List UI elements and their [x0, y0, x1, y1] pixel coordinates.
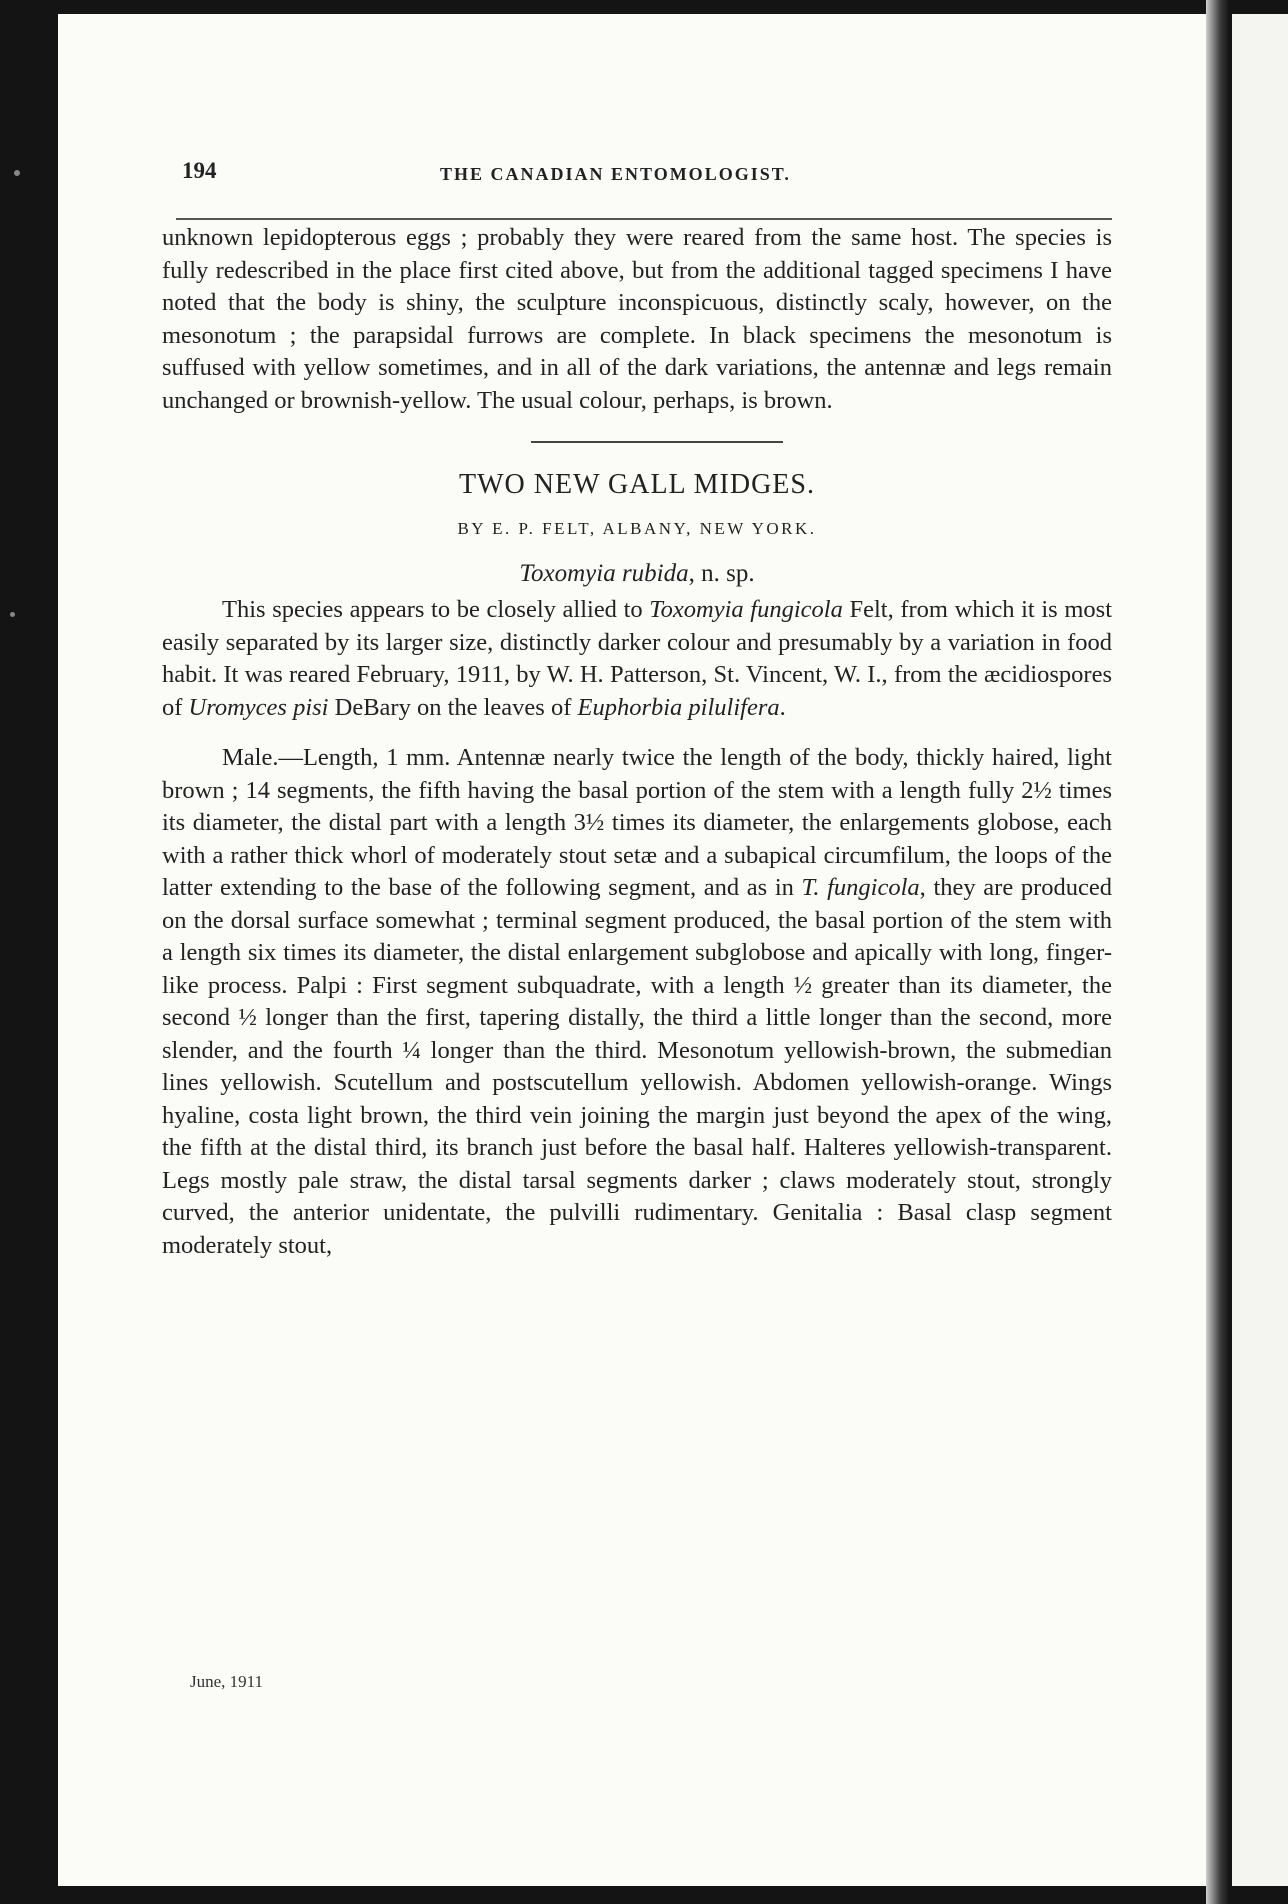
species-name: Toxomyia rubida	[519, 559, 689, 587]
male-italic-1: T. fungicola	[801, 874, 920, 901]
next-page-edge	[1232, 14, 1288, 1886]
species-heading	[162, 558, 1112, 591]
header-rule	[176, 218, 1112, 220]
intro-text-3: DeBary on the leaves of	[328, 693, 578, 721]
page-number: 194	[182, 158, 217, 183]
continued-paragraph: unknown lepidopterous eggs ; probably they were reared from the same host. The species is fully redescribed in the place first cited above, but from the additional tagged specimens I have noted that the body is shiny, the sculpture inconspicuous, distinctly scaly, however, on the mesonotum ; the parapsidal furrows are complete. In black specimens the mesonotum is suffused with yellow sometimes, and in all of the dark variations, the antennæ and legs remain unchanged or brownish-yellow. The usual colour, perhaps, is brown.	[162, 224, 1112, 414]
male-text-2: , they are produced on the dorsal surface somewhat ; terminal segment produced, the basal portion of the stem with a length six times its diameter, the distal enlargement subglobose and apically with long, finger-like process. Palpi : First segment subquadrate, with a length ½ greater than its diameter, the second ½ longer than the first, tapering distally, the third a little longer than the second, more slender, and the fourth ¼ longer than the third. Mesonotum yellowish-brown, the submedian lines yellowish. Scutellum and postscutellum yellowish. Abdomen yellowish-orange. Wings hyaline, costa light brown, the third vein joining the margin just beyond the apex of the wing, the fifth at the distal third, its branch just before the basal half. Halteres yellowish-transparent. Legs mostly pale straw, the distal tarsal segments darker ; claws moderately stout, strongly curved, the anterior unidentate, the pulvilli rudimentary. Genitalia : Basal clasp segment moderately stout,	[162, 874, 1113, 1259]
species-suffix: , n. sp.	[688, 559, 755, 587]
section-separator	[531, 441, 783, 443]
journal-title: THE CANADIAN ENTOMOLOGIST.	[440, 164, 791, 184]
intro-italic-2: Uromyces pisi	[188, 693, 329, 721]
footer-date: June, 1911	[190, 1672, 264, 1691]
page-body	[162, 222, 1112, 1262]
intro-text-4: .	[779, 693, 786, 721]
intro-italic-1: Toxomyia fungicola	[649, 596, 843, 623]
intro-text-2: Felt, from which it is most easily separated by its larger size, distinctly darker colour and presumably by a variation in food habit. It was reared February, 1911, by W. H. Patterson, St. Vincent, W. I., from the æcidiospores of	[162, 596, 1113, 721]
intro-italic-3: Euphorbia pilulifera	[577, 693, 780, 721]
scan-speck	[10, 612, 15, 617]
male-description-paragraph	[162, 742, 1112, 1262]
scan-speck	[14, 170, 20, 176]
article-byline: BY E. P. FELT, ALBANY, NEW YORK.	[457, 519, 817, 538]
intro-paragraph	[162, 594, 1112, 724]
intro-text-1: This species appears to be closely allied to	[222, 596, 650, 623]
book-gutter	[1206, 0, 1230, 1904]
male-text-1: Male.—Length, 1 mm. Antennæ nearly twice the length of the body, thickly haired, light brown ; 14 segments, the fifth having the basal portion of the stem with a length fully 2½ times its diameter, the distal part with a length 3½ times its diameter, the enlargements globose, each with a rather thick whorl of moderately stout setæ and a subapical circumfilum, the loops of the latter extending to the base of the following segment, and as in	[162, 744, 1112, 901]
running-head	[160, 150, 1110, 190]
article-title: TWO NEW GALL MIDGES.	[459, 469, 815, 500]
